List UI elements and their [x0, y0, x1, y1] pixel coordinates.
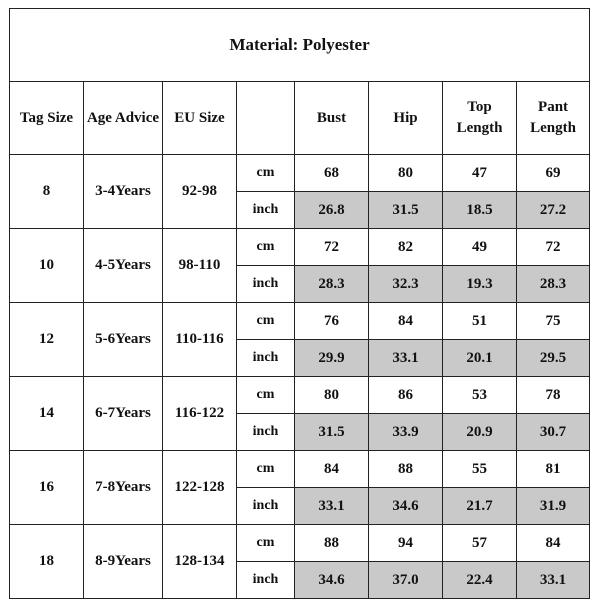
unit-cm-label: cm [237, 451, 295, 488]
bust-inch-cell: 34.6 [295, 562, 369, 599]
top-length-inch-cell: 22.4 [443, 562, 517, 599]
unit-cm-label: cm [237, 229, 295, 266]
hip-inch-cell: 33.9 [369, 414, 443, 451]
hip-inch-cell: 33.1 [369, 340, 443, 377]
header-top-length-line2: Length [456, 120, 503, 136]
bust-cm-cell: 72 [295, 229, 369, 266]
bust-inch-cell: 33.1 [295, 488, 369, 525]
hip-inch-cell: 32.3 [369, 266, 443, 303]
header-row [10, 82, 590, 155]
header-pant-length [517, 82, 590, 155]
bust-inch-cell: 26.8 [295, 192, 369, 229]
table-row [10, 229, 590, 266]
top-length-cm-cell: 57 [443, 525, 517, 562]
header-eu-size: EU Size [163, 82, 237, 155]
bust-cm-cell: 76 [295, 303, 369, 340]
pant-length-inch-cell: 28.3 [517, 266, 590, 303]
bust-inch-cell: 31.5 [295, 414, 369, 451]
header-top-length-line1: Top [467, 99, 492, 115]
eu-size-cell: 122-128 [163, 451, 237, 525]
tag-size-cell: 8 [10, 155, 84, 229]
unit-cm-label: cm [237, 525, 295, 562]
top-length-inch-cell: 21.7 [443, 488, 517, 525]
tag-size-cell: 14 [10, 377, 84, 451]
top-length-cm-cell: 51 [443, 303, 517, 340]
bust-cm-cell: 84 [295, 451, 369, 488]
bust-inch-cell: 29.9 [295, 340, 369, 377]
bust-inch-cell: 28.3 [295, 266, 369, 303]
top-length-inch-cell: 20.9 [443, 414, 517, 451]
table-row [10, 451, 590, 488]
age-advice-cell: 4-5Years [84, 229, 163, 303]
header-tag-size: Tag Size [10, 82, 84, 155]
hip-inch-cell: 31.5 [369, 192, 443, 229]
bust-cm-cell: 68 [295, 155, 369, 192]
eu-size-cell: 116-122 [163, 377, 237, 451]
pant-length-cm-cell: 84 [517, 525, 590, 562]
header-bust: Bust [295, 82, 369, 155]
header-unit [237, 82, 295, 155]
top-length-cm-cell: 55 [443, 451, 517, 488]
top-length-cm-cell: 53 [443, 377, 517, 414]
pant-length-inch-cell: 30.7 [517, 414, 590, 451]
unit-inch-label: inch [237, 192, 295, 229]
table-row [10, 303, 590, 340]
eu-size-cell: 98-110 [163, 229, 237, 303]
eu-size-cell: 92-98 [163, 155, 237, 229]
pant-length-cm-cell: 72 [517, 229, 590, 266]
top-length-inch-cell: 20.1 [443, 340, 517, 377]
table-row [10, 525, 590, 562]
pant-length-cm-cell: 81 [517, 451, 590, 488]
top-length-cm-cell: 47 [443, 155, 517, 192]
tag-size-cell: 10 [10, 229, 84, 303]
bust-cm-cell: 88 [295, 525, 369, 562]
hip-cm-cell: 94 [369, 525, 443, 562]
unit-inch-label: inch [237, 488, 295, 525]
unit-inch-label: inch [237, 414, 295, 451]
age-advice-cell: 7-8Years [84, 451, 163, 525]
unit-inch-label: inch [237, 266, 295, 303]
header-pant-length-line2: Length [530, 120, 576, 136]
bust-cm-cell: 80 [295, 377, 369, 414]
tag-size-cell: 16 [10, 451, 84, 525]
table-row [10, 155, 590, 192]
pant-length-cm-cell: 78 [517, 377, 590, 414]
age-advice-cell: 5-6Years [84, 303, 163, 377]
unit-cm-label: cm [237, 377, 295, 414]
top-length-inch-cell: 18.5 [443, 192, 517, 229]
age-advice-cell: 8-9Years [84, 525, 163, 599]
hip-cm-cell: 86 [369, 377, 443, 414]
hip-cm-cell: 84 [369, 303, 443, 340]
eu-size-cell: 128-134 [163, 525, 237, 599]
pant-length-cm-cell: 75 [517, 303, 590, 340]
unit-inch-label: inch [237, 340, 295, 377]
hip-inch-cell: 37.0 [369, 562, 443, 599]
tag-size-cell: 12 [10, 303, 84, 377]
pant-length-inch-cell: 33.1 [517, 562, 590, 599]
header-age-advice: Age Advice [84, 82, 163, 155]
top-length-cm-cell: 49 [443, 229, 517, 266]
pant-length-inch-cell: 29.5 [517, 340, 590, 377]
unit-cm-label: cm [237, 303, 295, 340]
unit-cm-label: cm [237, 155, 295, 192]
tag-size-cell: 18 [10, 525, 84, 599]
header-hip: Hip [369, 82, 443, 155]
top-length-inch-cell: 19.3 [443, 266, 517, 303]
hip-cm-cell: 82 [369, 229, 443, 266]
hip-cm-cell: 88 [369, 451, 443, 488]
unit-inch-label: inch [237, 562, 295, 599]
eu-size-cell: 110-116 [163, 303, 237, 377]
table-row [10, 377, 590, 414]
hip-inch-cell: 34.6 [369, 488, 443, 525]
size-chart [9, 8, 589, 592]
age-advice-cell: 3-4Years [84, 155, 163, 229]
header-pant-length-line1: Pant [538, 99, 569, 115]
pant-length-inch-cell: 27.2 [517, 192, 590, 229]
size-table [9, 8, 590, 599]
hip-cm-cell: 80 [369, 155, 443, 192]
table-title: Material: Polyester [10, 9, 590, 82]
pant-length-inch-cell: 31.9 [517, 488, 590, 525]
age-advice-cell: 6-7Years [84, 377, 163, 451]
header-top-length [443, 82, 517, 155]
pant-length-cm-cell: 69 [517, 155, 590, 192]
